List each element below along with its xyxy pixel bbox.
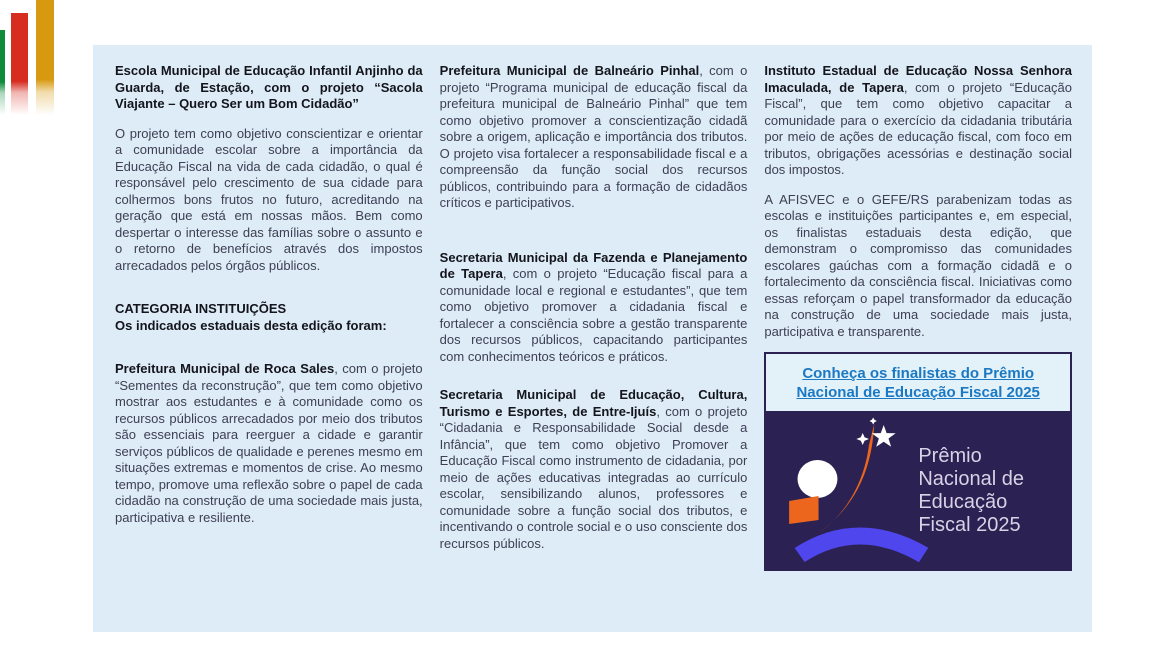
entry-text: , com o projeto “Cidadania e Responsabilidade Social desde a Infância”, que tem como objetivo Promover a Educação Fiscal como instrumento de cidadania, por meio de ações educativas integradas ao currículo escolar, sensibilizando alunos, professores e comunidade sobre a função social dos tributos, e incentivando o controle social e o uso consciente dos recursos públicos. [439, 403, 748, 551]
entry-heading-escola-anjinho: Escola Municipal de Educação Infantil Anjinho da Guarda, de Estação, com o projeto “Sacola Viajante – Quero Ser um Bom Cidadão” [115, 63, 423, 111]
entry-name: Secretaria Municipal de Educação, Cultura, Turismo e Esportes, de Entre-Ijuís [439, 387, 748, 419]
entry-name: Secretaria Municipal da Fazenda e Planejamento de Tapera [439, 249, 748, 281]
premio-logo-wordmark [918, 445, 1024, 537]
column-3 [764, 63, 1072, 632]
category-title: CATEGORIA INSTITUIÇÕES [115, 301, 287, 316]
entry-paragraph: O projeto tem como objetivo conscientizar e orientar a comunidade escolar sobre a importância da Educação Fiscal na vida de cada cidadão, o qual é responsável pelo crescimento de sua cidade para colhermos bons frutos no futuro, acreditando na geração que está em nossas mãos. Bem como despertar o interesse das famílias sobre o assunto e o retorno de benefícios através dos impostos arrecadados pelos órgãos públicos. [115, 125, 423, 273]
figure-base-arc [800, 536, 924, 555]
logo-line: Educação [918, 491, 1008, 513]
entry-fazenda-tapera [440, 250, 748, 366]
closing-paragraph: A AFISVEC e o GEFE/RS parabenizam todas as escolas e instituições participantes e, em especial, os finalistas estaduais desta edição, que demonstram o compromisso das comunidades escolares gaúchas com a formação cidadã e o fortalecimento da consciência fiscal. Iniciativas como essas reforçam o papel transformador da educação na construção de uma sociedade mais justa, participativa e transparente. [764, 191, 1073, 339]
column-1 [115, 63, 423, 632]
decor-bar-red [11, 13, 28, 115]
entry-entre-ijuis [440, 387, 748, 552]
category-subtitle: Os indicados estaduais desta edição foram: [115, 317, 387, 333]
figure-head [798, 460, 838, 498]
entry-text: , com o projeto “Educação Fiscal”, que tem como objetivo capacitar a comunidade para o exercício da cidadania tributária por meio de ações de educação fiscal, com foco em tributos, obrigações acessórias e destinação social dos impostos. [764, 79, 1073, 177]
finalists-link[interactable]: Conheça os finalistas do Prêmio Nacional de Educação Fiscal 2025 [796, 365, 1040, 401]
star-icon [872, 425, 896, 447]
entry-name: Prefeitura Municipal de Roca Sales [115, 361, 335, 376]
entry-name: Instituto Estadual de Educação Nossa Senhora Imaculada, de Tapera [764, 63, 1073, 95]
entry-text: , com o projeto “Programa municipal de educação fiscal da prefeitura municipal de Balneário Pinhal” que tem como objetivo promover a conscientização cidadã sobre a origem, aplicação e importância dos tributos. O projeto visa fortalecer a responsabilidade fiscal e a compreensão da função social dos recursos públicos, contribuindo para a formação de cidadãos críticos e participativos. [439, 63, 748, 210]
figure-arm [789, 496, 818, 524]
decor-bar-gold [36, 0, 54, 115]
logo-line: Nacional de [918, 468, 1024, 490]
column-2 [440, 63, 748, 632]
sparkle-icon-small [870, 418, 877, 425]
entry-text: , com o projeto “Educação fiscal para a comunidade local e regional e estudantes”, que tem como objetivo promover a cidadania fiscal e fortalecer a consciência sobre a gestão transparente dos recursos públicos, capacitando participantes com conhecimentos teóricos e práticos. [439, 266, 748, 364]
decor-bar-green [0, 30, 5, 115]
sparkle-icon [857, 433, 870, 445]
content-panel [93, 45, 1092, 632]
entry-instituto-imaculada [764, 63, 1072, 179]
entry-text: , com o projeto “Sementes da reconstrução”, que tem como objetivo mostrar aos estudantes e à comunidade como os recursos públicos arrecadados por meio dos tributos são essenciais para reerguer a cidade e garantir serviços públicos de qualidade e perenes mesmo em situações extremas e momentos de crise. Ao mesmo tempo, promove uma reflexão sobre o papel de cada cidadão na construção de uma sociedade mais justa, participativa e resiliente. [115, 361, 423, 525]
logo-line: Fiscal 2025 [918, 514, 1021, 536]
entry-name: Prefeitura Municipal de Balneário Pinhal [439, 63, 700, 78]
entry-roca-sales [115, 361, 423, 526]
entry-balneario-pinhal [440, 63, 748, 212]
premio-logo-panel [766, 411, 1070, 569]
finalists-box [764, 352, 1072, 571]
finalists-link-area [766, 354, 1070, 411]
logo-line: Prêmio [918, 445, 982, 467]
